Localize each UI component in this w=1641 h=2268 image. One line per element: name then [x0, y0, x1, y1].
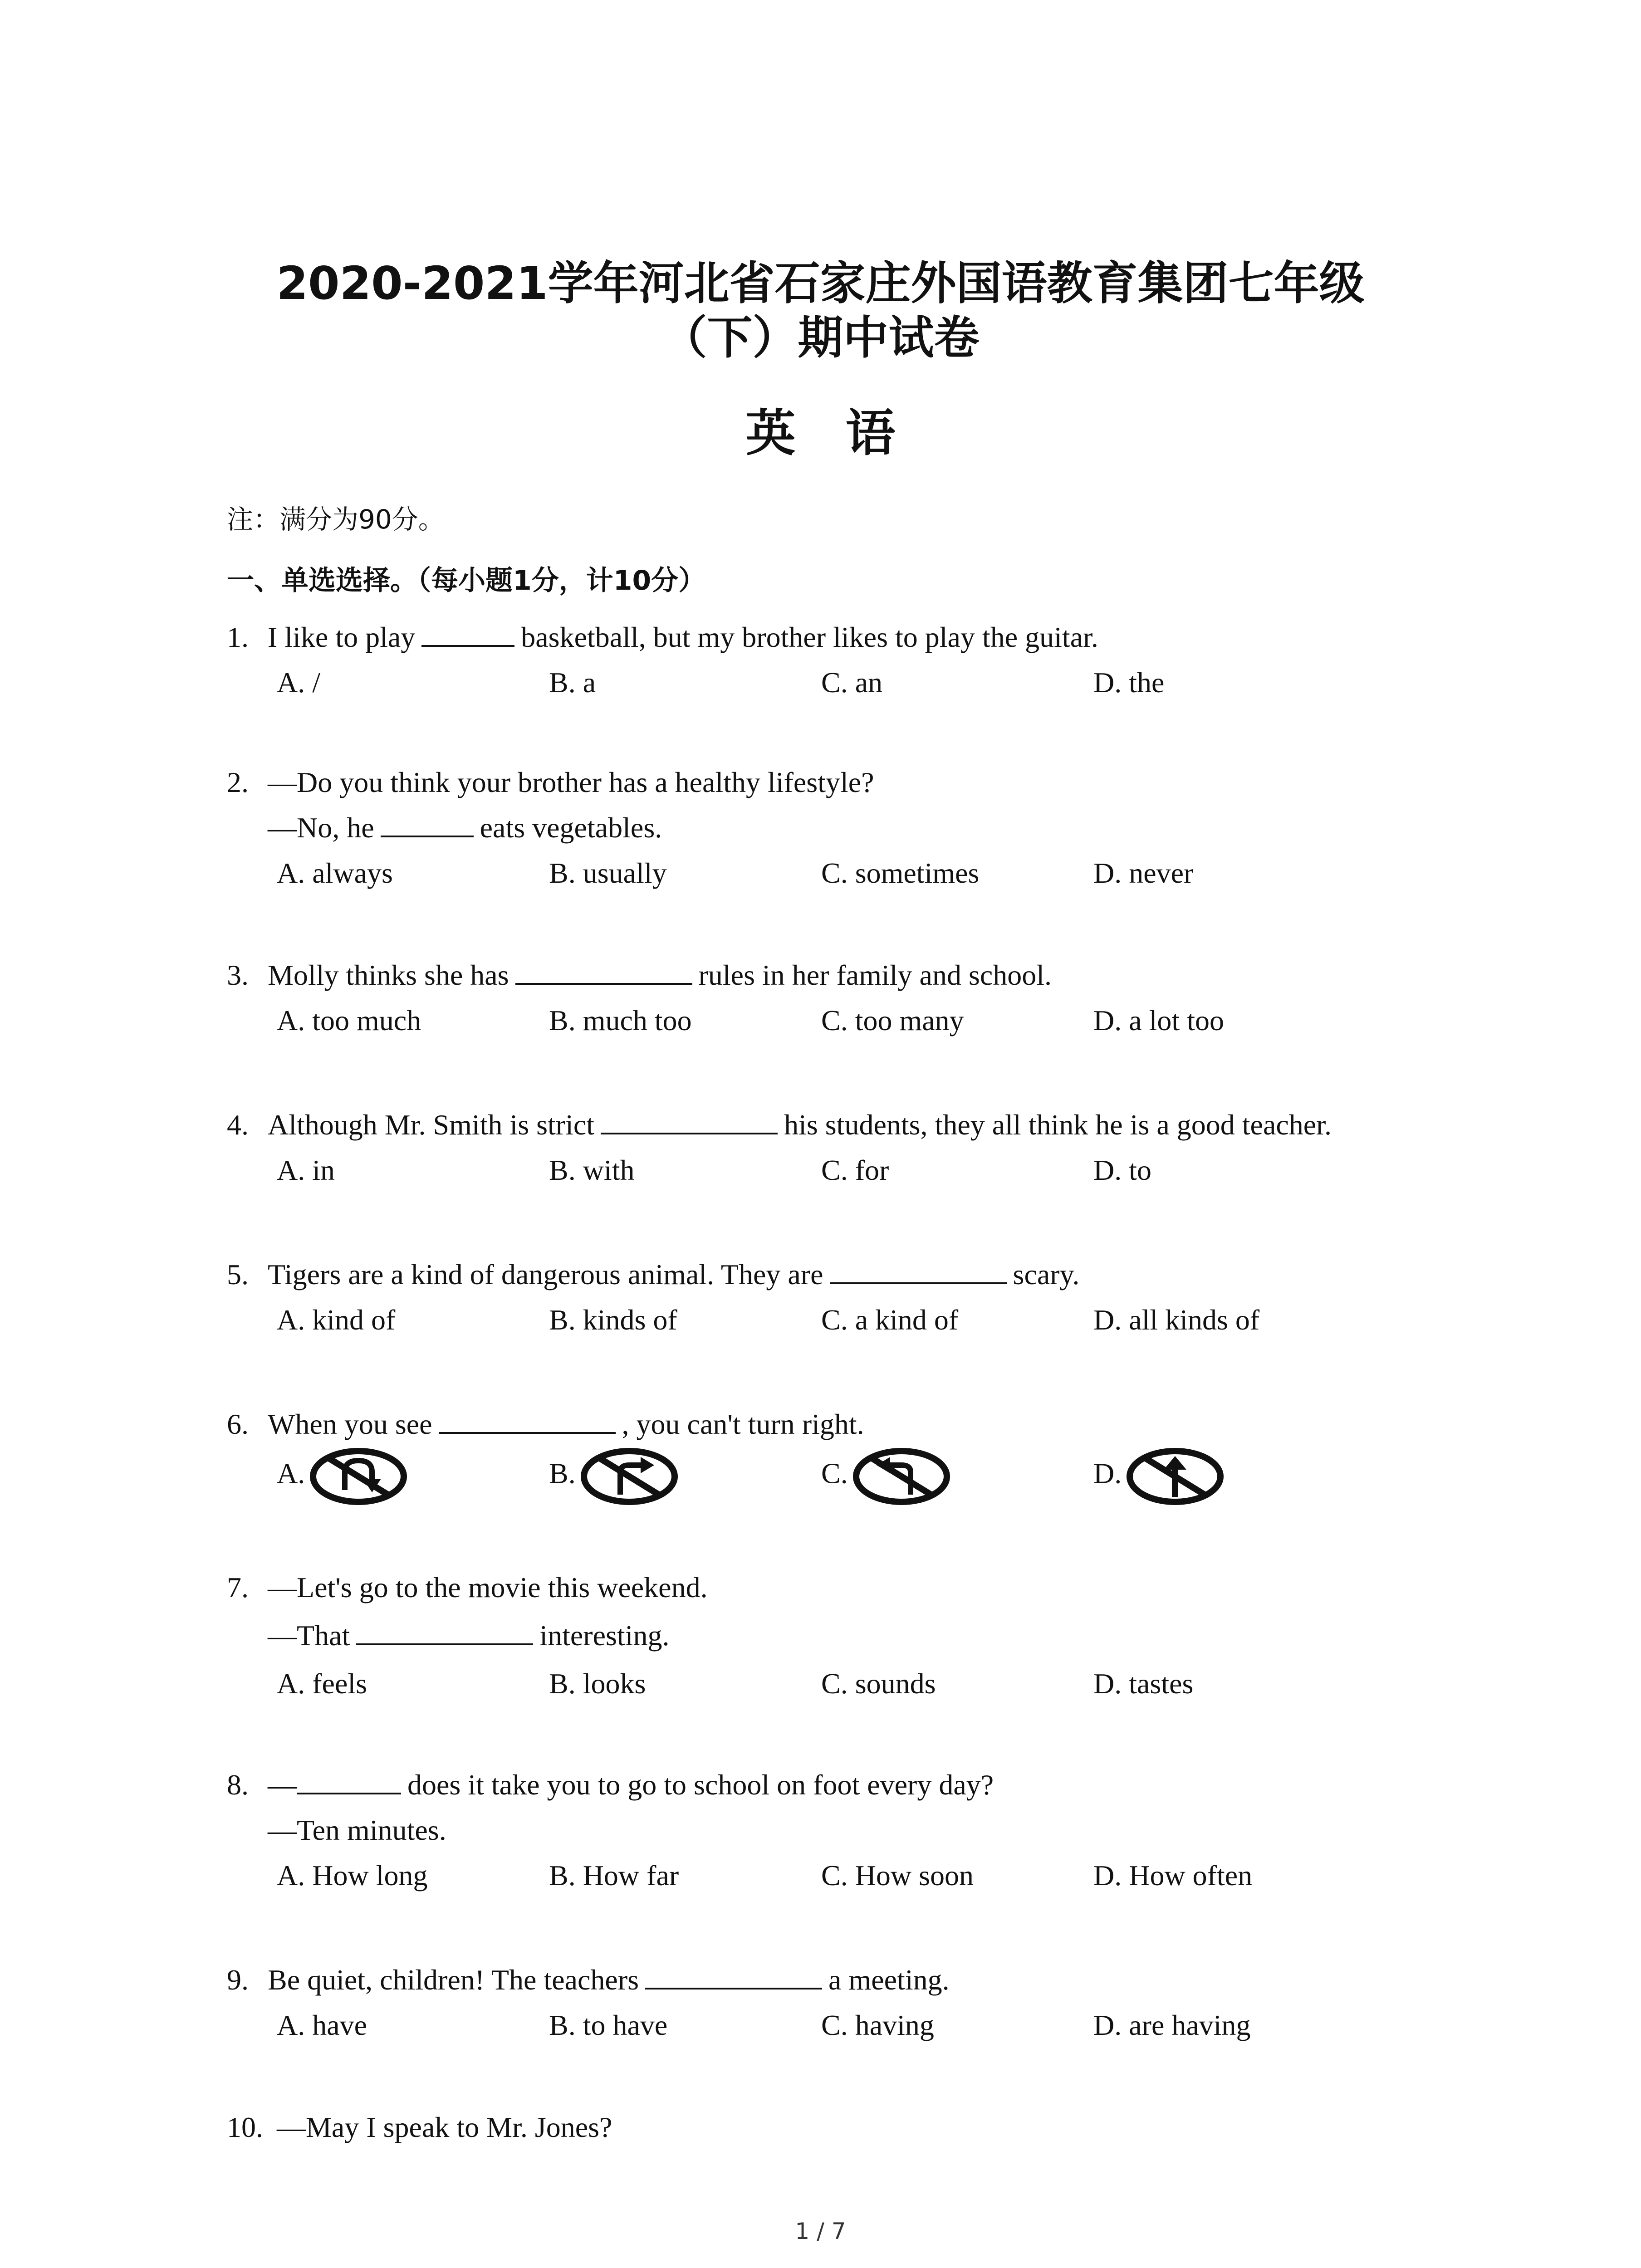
option-d: D. are having: [1093, 2009, 1251, 2041]
answer-blank: [421, 616, 514, 647]
question-2: 2. —Do you think your brother has a healthy lifestyle? —No, he eats vegetables. A. always B. usually C. sometimes D. never: [227, 760, 1588, 896]
answer-blank: [297, 1764, 401, 1794]
question-number: 8.: [227, 1769, 249, 1801]
option-b: B. a: [549, 666, 596, 699]
option-d: D. to: [1093, 1154, 1151, 1186]
question-number: 7.: [227, 1571, 249, 1603]
option-a: A. How long: [277, 1859, 428, 1892]
option-c: C. an: [821, 666, 883, 699]
question-number: 3.: [227, 959, 249, 991]
question-6: 6. When you see , you can't turn right. A. B. C. D.: [227, 1402, 1588, 1506]
option-a: A. too much: [277, 1004, 421, 1036]
question-number: 10.: [227, 2111, 263, 2143]
option-a: A. always: [277, 857, 393, 889]
question-1: 1. I like to play basketball, but my brother likes to play the guitar. A. / B. a C. an D. the: [227, 615, 1588, 705]
option-c: C. for: [821, 1154, 889, 1186]
option-b: B. much too: [549, 1004, 692, 1036]
option-d: D.: [1093, 1447, 1225, 1506]
answer-blank: [645, 1959, 822, 1989]
answer-blank: [515, 954, 692, 985]
option-b: B. kinds of: [549, 1304, 677, 1336]
option-a: A. have: [277, 2009, 367, 2041]
no-u-turn-sign-icon: [309, 1447, 408, 1506]
question-number: 1.: [227, 621, 249, 653]
option-a: A. kind of: [277, 1304, 396, 1336]
question-10: 10. —May I speak to Mr. Jones?: [227, 2105, 1588, 2150]
answer-blank: [830, 1253, 1007, 1284]
answer-blank: [381, 807, 474, 837]
question-8: 8. — does it take you to go to school on foot every day? —Ten minutes. A. How long B. How far C. How soon D. How often: [227, 1762, 1588, 1898]
no-right-turn-sign-icon: [579, 1447, 679, 1506]
question-number: 9.: [227, 1964, 249, 1996]
option-d: D. never: [1093, 857, 1194, 889]
option-c: C. How soon: [821, 1859, 974, 1892]
option-a: A. /: [277, 666, 320, 699]
title-line-2: （下）期中试卷: [661, 311, 980, 364]
subject-title: 英语: [745, 404, 945, 462]
option-d: D. How often: [1093, 1859, 1253, 1892]
option-c: C. a kind of: [821, 1304, 959, 1336]
question-number: 6.: [227, 1408, 249, 1440]
question-number: 4.: [227, 1109, 249, 1141]
option-c: C. sounds: [821, 1667, 936, 1700]
question-4: 4. Although Mr. Smith is strict his students, they all think he is a good teacher. A. in B. with C. for D. to: [227, 1102, 1588, 1193]
option-c: C.: [821, 1447, 951, 1506]
answer-blank: [356, 1614, 533, 1645]
option-b: B. usually: [549, 857, 667, 889]
score-note: 注：满分为90分。: [227, 504, 445, 535]
question-number: 2.: [227, 766, 249, 798]
option-d: D. tastes: [1093, 1667, 1194, 1700]
question-3: 3. Molly thinks she has rules in her family and school. A. too much B. much too C. too many D. a lot too: [227, 953, 1588, 1043]
option-c: C. sometimes: [821, 857, 980, 889]
question-7: 7. —Let's go to the movie this weekend. —That interesting. A. feels B. looks C. sounds D. tastes: [227, 1565, 1588, 1706]
question-5: 5. Tigers are a kind of dangerous animal. They are scary. A. kind of B. kinds of C. a kind of D. all kinds of: [227, 1252, 1588, 1343]
option-c: C. too many: [821, 1004, 964, 1036]
section-title: 一、单选选择。（每小题1分，计10分）: [227, 565, 706, 596]
option-d: D. the: [1093, 666, 1165, 699]
option-b: B.: [549, 1447, 679, 1506]
option-d: D. all kinds of: [1093, 1304, 1260, 1336]
option-a: A.: [277, 1447, 408, 1506]
option-a: A. in: [277, 1154, 335, 1186]
option-d: D. a lot too: [1093, 1004, 1224, 1036]
no-straight-ahead-sign-icon: [1125, 1447, 1225, 1506]
answer-blank: [439, 1403, 616, 1434]
title-line-1: 2020-2021学年河北省石家庄外国语教育集团七年级: [276, 257, 1365, 310]
page-number: 1 / 7: [795, 2218, 846, 2244]
question-number: 5.: [227, 1258, 249, 1290]
option-b: B. How far: [549, 1859, 679, 1892]
option-b: B. looks: [549, 1667, 646, 1700]
option-b: B. to have: [549, 2009, 668, 2041]
option-c: C. having: [821, 2009, 934, 2041]
question-9: 9. Be quiet, children! The teachers a meeting. A. have B. to have C. having D. are having: [227, 1957, 1588, 2048]
answer-blank: [601, 1104, 778, 1134]
no-left-turn-sign-icon: [852, 1447, 951, 1506]
option-a: A. feels: [277, 1667, 367, 1700]
option-b: B. with: [549, 1154, 635, 1186]
